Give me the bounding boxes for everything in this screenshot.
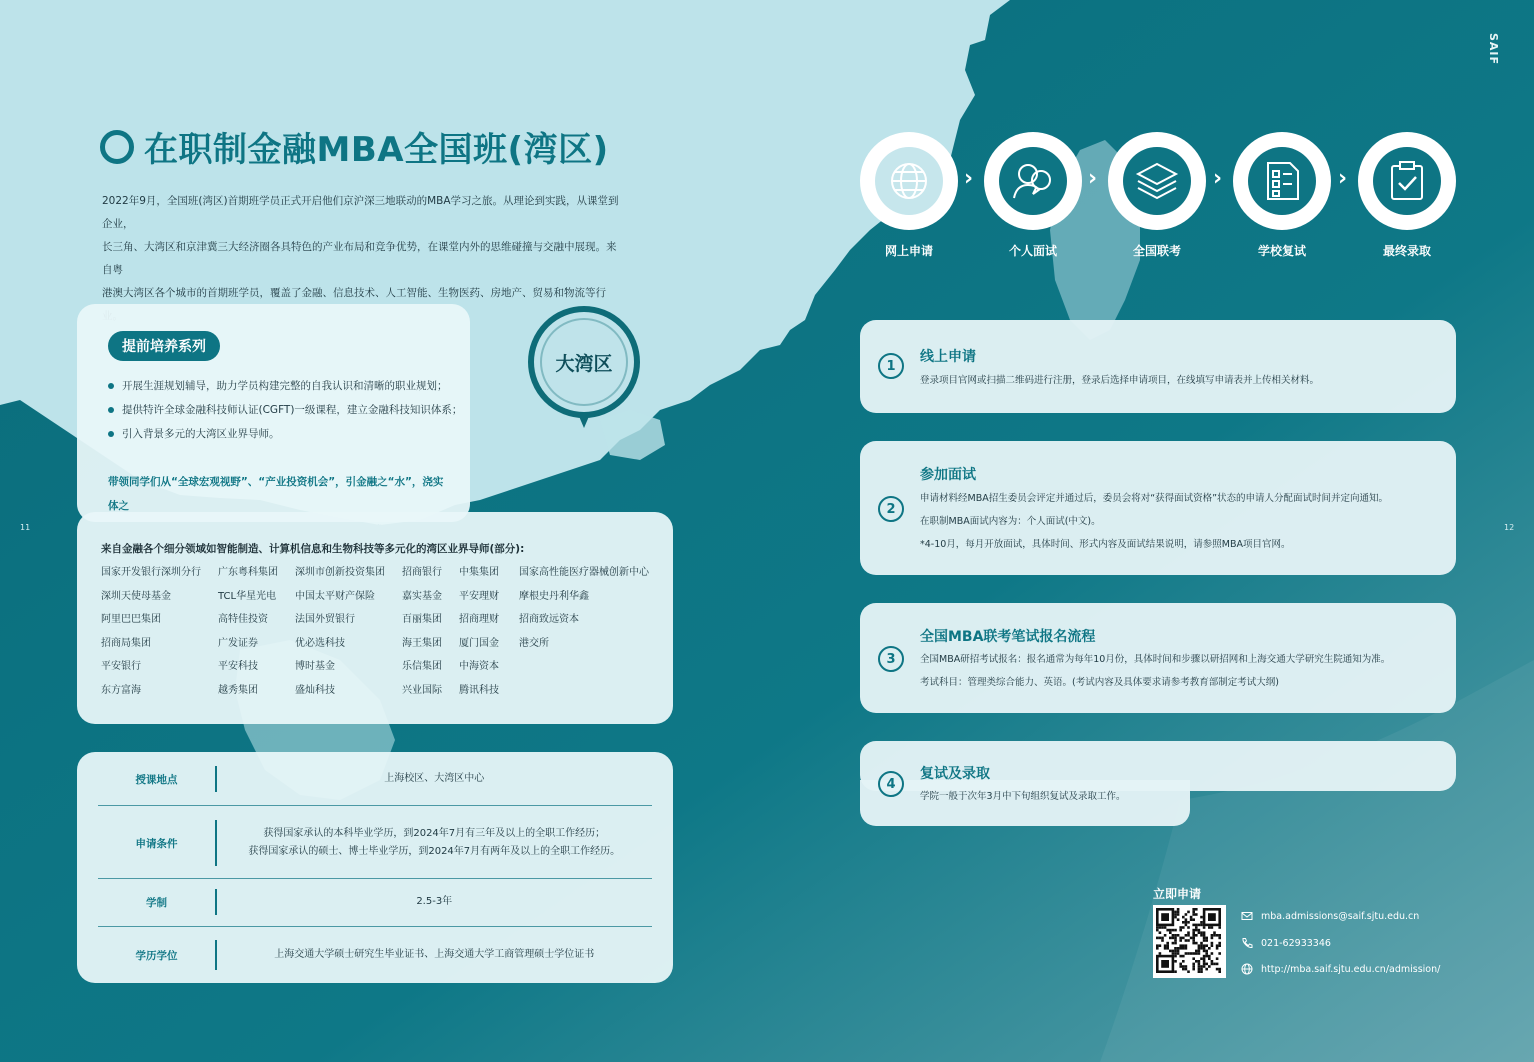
info-key: 申请条件 (135, 837, 178, 850)
globe-icon (887, 159, 931, 203)
bay-area-label: 大湾区 (540, 318, 628, 406)
info-value: 获得国家承认的本科毕业学历，到2024年7月有三年及以上的全职工作经历； 获得国家承认的硕士、博士毕业学历，到2024年7月有两年及以上的全职工作经历。 (248, 828, 621, 857)
mentor-org: 百丽集团 (402, 614, 442, 625)
step-label: 最终录取 (1382, 244, 1431, 258)
bullet-dot-icon (108, 383, 114, 389)
list-item: 引入背景多元的大湾区业界导师。 (108, 422, 463, 446)
mentor-org: 平安理财 (459, 590, 499, 602)
step-number-3: 3 (878, 646, 904, 672)
email-icon (1241, 910, 1253, 922)
apply-heading: 立即申请 (1153, 887, 1202, 901)
divider (98, 926, 652, 927)
info-row-location (98, 766, 652, 792)
info-value: 上海交通大学硕士研究生毕业证书、上海交通大学工商管理硕士学位证书 (274, 949, 595, 960)
divider (98, 878, 652, 879)
process-text: 学院一般于次年3月中下旬组织复试及录取工作。 (920, 791, 1126, 802)
mentor-org: 港交所 (519, 637, 549, 649)
title-block (100, 122, 609, 171)
chevron-right-icon: › (1213, 166, 1223, 191)
mentor-org: 乐信集团 (402, 661, 442, 672)
step-final-admission (1358, 132, 1456, 230)
mentor-org: 招商致远资本 (519, 614, 579, 625)
page-title: 在职制金融MBA全国班(湾区) (144, 130, 609, 170)
bullet-dot-icon (108, 407, 114, 413)
mentor-org: 平安科技 (218, 661, 258, 672)
qr-code[interactable] (1153, 905, 1226, 978)
layers-icon (1134, 158, 1180, 204)
divider (98, 805, 652, 806)
step-number-4: 4 (878, 771, 904, 797)
mentor-org (519, 657, 659, 681)
step-school-retest (1233, 132, 1331, 230)
process-text-block: 申请材料经MBA招生委员会评定并通过后，委员会将对“获得面试资格”状态的申请人分配面试时间并定向通知。 在职制MBA面试内容为：个人面试(中文)。 *4-10月，每月开放面试，具体时间、形式内容及面试结果说明，请参照MBA项目官网。 (920, 493, 1389, 550)
chevron-right-icon: › (1088, 166, 1098, 191)
info-row-degree (98, 940, 652, 970)
mentor-org: 厦门国金 (459, 637, 499, 649)
bay-area-badge (528, 306, 640, 418)
step-interview (984, 132, 1082, 230)
chevron-right-icon: › (1338, 166, 1348, 191)
mentors-heading: 来自金融各个细分领域如智能制造、计算机信息和生物科技等多元化的湾区业界导师(部分): (101, 543, 525, 555)
info-value: 上海校区、大湾区中心 (384, 773, 485, 784)
mentor-org: 招商局集团 (101, 637, 151, 649)
mentor-org: 招商银行 (402, 567, 442, 578)
mentor-org: 深圳天使母基金 (101, 590, 171, 602)
mentor-org: 阿里巴巴集团 (101, 614, 161, 625)
mentor-org (519, 681, 659, 705)
clipboard-check-icon (1385, 159, 1429, 203)
info-key: 学历学位 (135, 949, 178, 962)
process-title: 全国MBA联考笔试报名流程 (920, 629, 1096, 645)
highlight-line: 带领同学们从“全球宏观视野”、“产业投资机会”，引金融之“水”，浇实体之 (108, 476, 444, 512)
list-item: 开展生涯规划辅导，助力学员构建完整的自我认识和清晰的职业规划； (108, 374, 463, 398)
step-label: 学校复试 (1257, 244, 1306, 258)
info-row-duration (98, 889, 652, 915)
globe-icon (1241, 963, 1253, 975)
step-label: 网上申请 (884, 244, 933, 258)
mentor-org: 腾讯科技 (459, 684, 499, 696)
process-text: 登录项目官网或扫描二维码进行注册，登录后选择申请项目，在线填写申请表并上传相关材料。 (920, 375, 1320, 386)
saif-logo: SAIF (1487, 33, 1500, 66)
mentor-org: TCL华星光电 (218, 590, 277, 602)
page-number-right: 12 (1504, 523, 1515, 532)
mentor-org: 中集集团 (459, 567, 499, 578)
mentor-org: 中国太平财产保险 (295, 590, 375, 602)
mentor-org: 国家开发银行深圳分行 (101, 567, 201, 578)
mentor-org: 法国外贸银行 (295, 614, 355, 625)
mentor-org: 招商理财 (459, 614, 499, 625)
contact-email[interactable]: mba.admissions@saif.sjtu.edu.cn (1241, 910, 1419, 922)
intro-line: 长三角、大湾区和京津冀三大经济圈各具特色的产业布局和竞争优势，在课堂内外的思维碰撞与交融中展现。来自粤 (102, 241, 617, 276)
step-national-exam (1108, 132, 1206, 230)
title-ring-icon (100, 130, 134, 164)
process-text-block: 全国MBA研招考试报名：报名通常为每年10月份，具体时间和步骤以研招网和上海交通大学研究生院通知为准。 考试科目：管理类综合能力、英语。(考试内容及具体要求请参考教育部制定考试大纲) (920, 654, 1391, 688)
info-value: 2.5-3年 (416, 896, 453, 907)
info-key: 授课地点 (135, 773, 178, 786)
mentor-org: 深圳市创新投资集团 (295, 567, 385, 578)
pin-tail-icon (578, 414, 590, 428)
step-online-application (860, 132, 958, 230)
mentor-org: 平安银行 (101, 661, 141, 672)
pretraining-list (108, 374, 463, 446)
qr-code-icon (1153, 905, 1226, 978)
step-label: 全国联考 (1132, 244, 1181, 258)
step-number-2: 2 (878, 496, 904, 522)
phone-icon (1241, 937, 1253, 949)
mentor-org: 博时基金 (295, 661, 335, 672)
bullet-dot-icon (108, 431, 114, 437)
step-label: 个人面试 (1008, 244, 1057, 258)
process-title: 参加面试 (920, 467, 976, 483)
mentor-org: 广东粤科集团 (218, 567, 278, 578)
mentor-org: 海王集团 (402, 637, 442, 649)
chevron-right-icon: › (964, 166, 974, 191)
mentor-org: 高特佳投资 (218, 614, 268, 625)
contact-website[interactable]: http://mba.saif.sjtu.edu.cn/admission/ (1241, 963, 1440, 975)
intro-line: 2022年9月，全国班(湾区)首期班学员正式开启他们京沪深三地联动的MBA学习之旅。从理论到实践，从课堂到企业， (102, 195, 619, 230)
mentor-org: 盛灿科技 (295, 684, 335, 696)
info-key: 学制 (146, 896, 167, 909)
process-title: 线上申请 (920, 349, 976, 365)
checklist-icon (1260, 159, 1304, 203)
page-number-left: 11 (20, 523, 31, 532)
interview-icon (1010, 158, 1056, 204)
mentor-org: 越秀集团 (218, 684, 258, 696)
mentors-grid (101, 563, 659, 704)
mentor-org: 嘉实基金 (402, 590, 442, 602)
list-item: 提供特许全球金融科技师认证(CGFT)一级课程，建立金融科技知识体系； (108, 398, 463, 422)
intro-line: 港澳大湾区各个城市的首期班学员，覆盖了金融、信息技术、人工智能、生物医药、房地产、贸易和物流等行 (102, 287, 606, 299)
info-row-requirements (98, 820, 652, 866)
pretraining-label: 提前培养系列 (108, 331, 220, 361)
process-title: 复试及录取 (920, 766, 990, 782)
mentor-org: 摩根史丹利华鑫 (519, 590, 589, 602)
step-number-1: 1 (878, 353, 904, 379)
process-card-1 (860, 320, 1456, 413)
mentor-org: 兴业国际 (402, 684, 442, 696)
mentor-org: 国家高性能医疗器械创新中心 (519, 567, 649, 578)
mentor-org: 东方富海 (101, 684, 141, 696)
mentor-org: 中海资本 (459, 661, 499, 672)
mentor-org: 优必选科技 (295, 637, 345, 649)
contact-phone[interactable]: 021-62933346 (1241, 937, 1331, 949)
mentor-org: 广发证券 (218, 637, 258, 649)
